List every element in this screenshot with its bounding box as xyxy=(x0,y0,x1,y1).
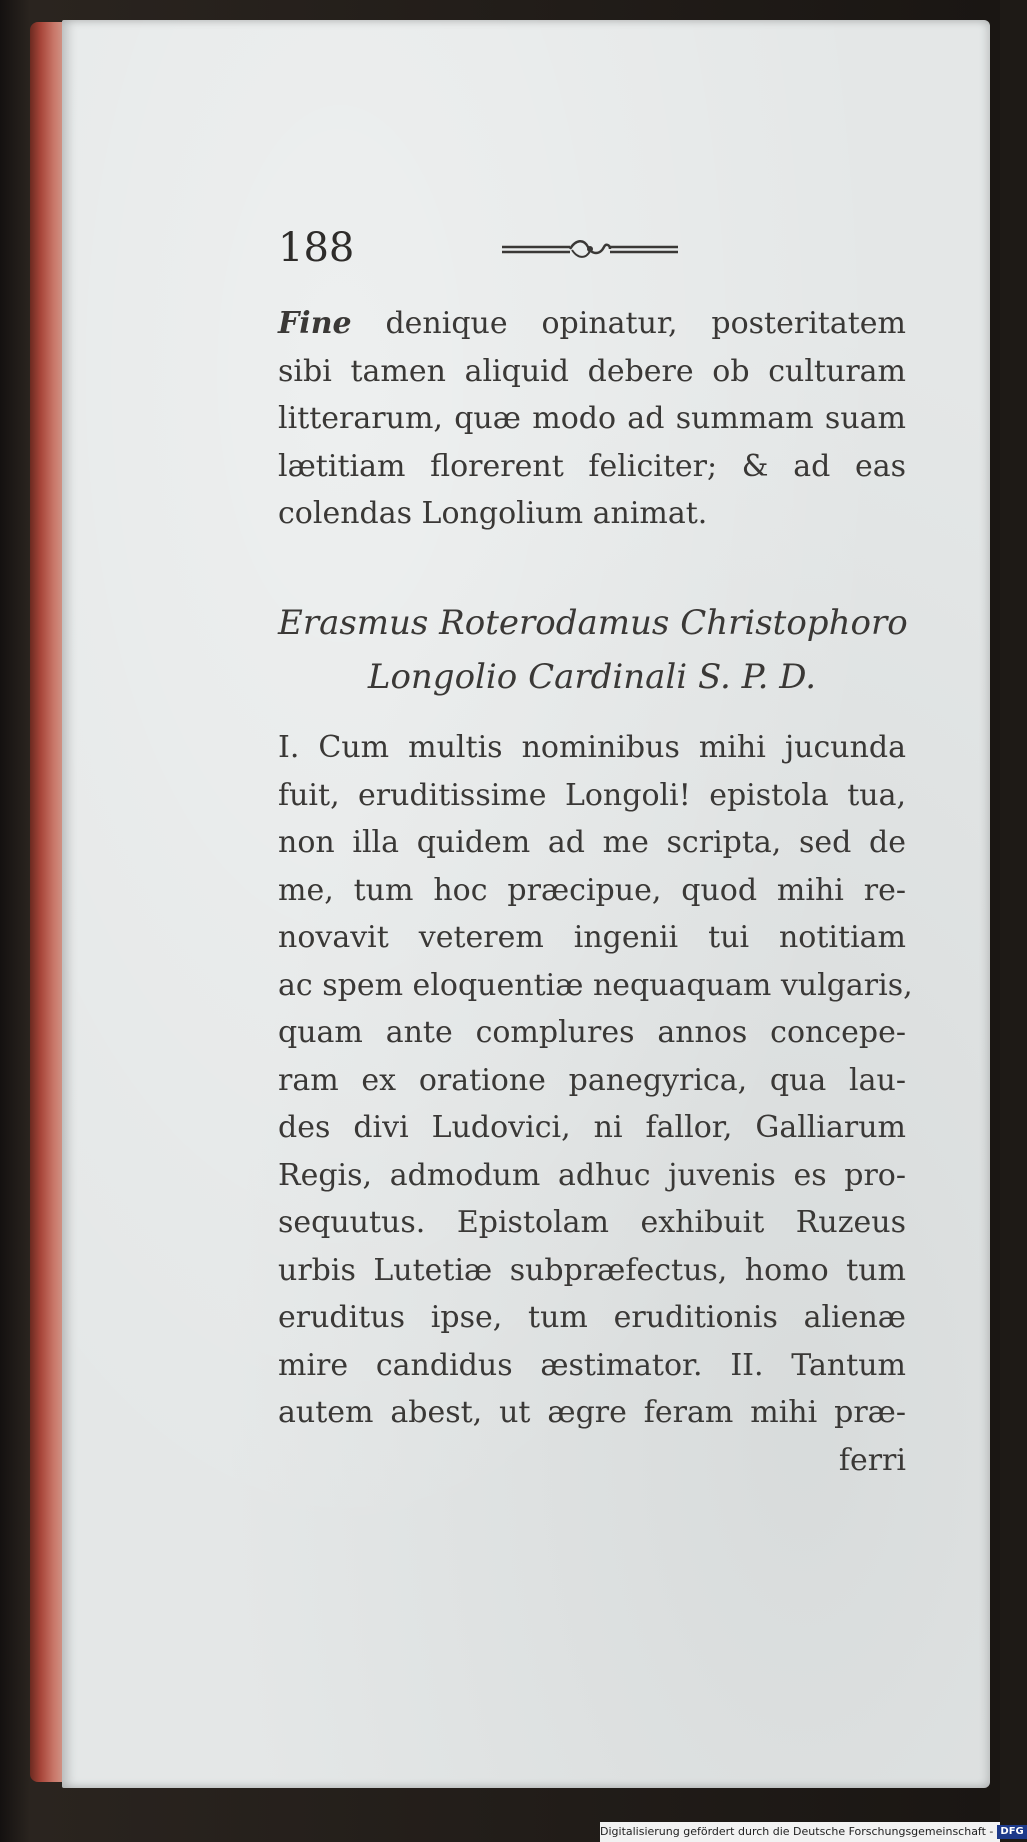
text-line: Fine denique opinatur, posteritatem xyxy=(278,306,906,341)
catchword: ferri xyxy=(838,1442,906,1478)
letter-body xyxy=(278,724,913,1484)
letter-heading xyxy=(278,596,906,704)
page-number: 188 xyxy=(278,225,355,271)
text-line: lætitiam florerent feliciter; & ad eas xyxy=(278,448,906,484)
page-header xyxy=(278,225,906,275)
text-line: colendas Longolium animat. xyxy=(278,496,708,531)
text-line: ac spem eloquentiæ nequaquam vulgaris, xyxy=(278,967,913,1003)
text-line: fuit, eruditissime Longoli! epistola tua, xyxy=(278,777,906,813)
text-line: sibi tamen aliquid debere ob culturam xyxy=(278,353,906,389)
digitization-credit xyxy=(600,1822,1024,1842)
text-line: non illa quidem ad me scripta, sed de xyxy=(278,825,906,860)
heading-line: Erasmus Roterodamus Christophoro xyxy=(278,603,908,643)
text-line: sequutus. Epistolam exhibuit Ruzeus xyxy=(278,1205,906,1240)
text-line: me, tum hoc præcipue, quod mihi re- xyxy=(278,872,906,908)
credit-text: Digitalisierung gefördert durch die Deutsche Forschungsgemeinschaft - xyxy=(600,1825,994,1838)
text-line: litterarum, quæ modo ad summam suam xyxy=(278,401,906,436)
text-line: novavit veterem ingenii tui notitiam xyxy=(278,920,906,955)
text-line: quam ante complures annos concepe- xyxy=(278,1015,906,1050)
text-line: des divi Ludovici, ni fallor, Galliarum xyxy=(278,1110,906,1145)
header-ornament-icon xyxy=(500,237,680,261)
text-line: Regis, admodum adhuc juvenis es pro- xyxy=(278,1157,906,1193)
opening-paragraph xyxy=(278,300,906,538)
text-line: autem abest, ut ægre feram mihi præ- xyxy=(278,1395,906,1430)
text-line: urbis Lutetiæ subpræfectus, homo tum xyxy=(278,1252,906,1288)
text-line: I. Cum multis nominibus mihi jucunda xyxy=(278,730,906,765)
text-line: mire candidus æstimator. II. Tantum xyxy=(278,1347,906,1383)
text-line: eruditus ipse, tum eruditionis alienæ xyxy=(278,1300,906,1335)
lead-word: Fine xyxy=(278,306,352,341)
heading-line: Longolio Cardinali S. P. D. xyxy=(367,657,817,697)
text-line: ram ex oratione panegyrica, qua lau- xyxy=(278,1062,906,1098)
dfg-logo-icon: DFG xyxy=(997,1825,1026,1839)
